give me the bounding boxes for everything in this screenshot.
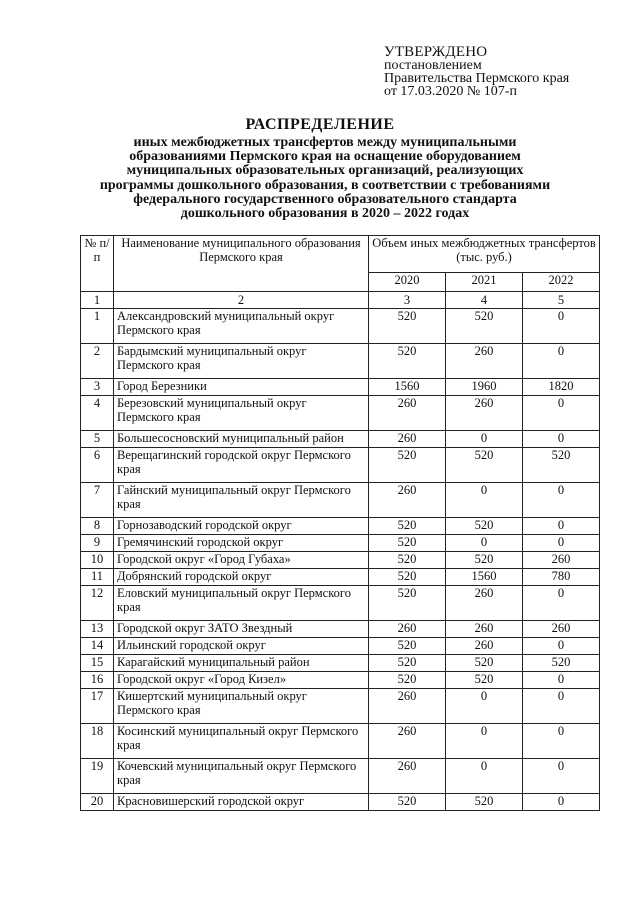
row-number: 13 [81,621,114,638]
value-2022: 0 [523,689,600,724]
table-row [81,552,600,569]
value-2021: 260 [446,586,523,621]
municipality-name: Кочевский муниципальный округ Пермского края [114,759,369,794]
value-2020: 520 [369,569,446,586]
value-2021: 520 [446,655,523,672]
value-2021: 520 [446,309,523,344]
value-2022: 0 [523,724,600,759]
value-2022: 260 [523,621,600,638]
row-number: 10 [81,552,114,569]
value-2022: 780 [523,569,600,586]
value-2021: 520 [446,448,523,483]
municipality-name: Город Березники [114,379,369,396]
value-2021: 260 [446,396,523,431]
value-2020: 520 [369,518,446,535]
subtitle-line: иных межбюджетных трансфертов между муниципальными [133,135,517,150]
municipality-name: Бардымский муниципальный округ Пермского края [114,344,369,379]
municipality-name: Гремячинский городской округ [114,535,369,552]
table-row [81,379,600,396]
value-2021: 0 [446,431,523,448]
value-2022: 0 [523,431,600,448]
value-2021: 0 [446,724,523,759]
value-2021: 1560 [446,569,523,586]
approval-date: от 17.03.2020 № 107-п [384,84,517,99]
value-2021: 1960 [446,379,523,396]
value-2022: 1820 [523,379,600,396]
row-number: 9 [81,535,114,552]
row-number: 1 [81,309,114,344]
value-2022: 520 [523,448,600,483]
municipality-name: Гайнский муниципальный округ Пермского края [114,483,369,518]
value-2020: 260 [369,724,446,759]
table-body [81,309,600,811]
header-number: № п/п [81,236,114,292]
table-row [81,569,600,586]
row-number: 12 [81,586,114,621]
table-row [81,309,600,344]
column-index: 4 [446,292,523,309]
value-2020: 520 [369,309,446,344]
approval-heading: УТВЕРЖДЕНО [384,44,488,60]
row-number: 4 [81,396,114,431]
value-2022: 260 [523,552,600,569]
municipality-name: Городской округ «Город Кизел» [114,672,369,689]
document-title: РАСПРЕДЕЛЕНИЕ [245,116,395,133]
municipality-name: Александровский муниципальный округ Пермского края [114,309,369,344]
header-municipality: Наименование муниципального образования Пермского края [114,236,369,292]
value-2022: 520 [523,655,600,672]
table-row [81,655,600,672]
municipality-name: Ильинский городской округ [114,638,369,655]
table-row [81,724,600,759]
value-2022: 0 [523,759,600,794]
municipality-name: Верещагинский городской округ Пермского края [114,448,369,483]
value-2021: 0 [446,689,523,724]
subtitle-line: образованиями Пермского края на оснащение оборудованием [129,149,521,165]
row-number: 14 [81,638,114,655]
column-index: 3 [369,292,446,309]
subtitle-line: дошкольного образования в 2020 – 2022 годах [180,206,470,222]
value-2022: 0 [523,794,600,811]
table-row [81,483,600,518]
row-number: 3 [81,379,114,396]
municipality-name: Карагайский муниципальный район [114,655,369,672]
value-2020: 260 [369,396,446,431]
value-2022: 0 [523,518,600,535]
value-2020: 520 [369,638,446,655]
municipality-name: Городской округ ЗАТО Звездный [114,621,369,638]
row-number: 16 [81,672,114,689]
municipality-name: Березовский муниципальный округ Пермского края [114,396,369,431]
row-number: 11 [81,569,114,586]
municipality-name: Городской округ «Город Губаха» [114,552,369,569]
row-number: 20 [81,794,114,811]
value-2020: 520 [369,672,446,689]
value-2020: 520 [369,794,446,811]
value-2020: 260 [369,689,446,724]
municipality-name: Красновишерский городской округ [114,794,369,811]
value-2021: 520 [446,672,523,689]
approval-line: постановлением [384,58,482,73]
value-2020: 1560 [369,379,446,396]
municipality-name: Добрянский городской округ [114,569,369,586]
municipality-name: Еловский муниципальный округ Пермского края [114,586,369,621]
value-2020: 520 [369,448,446,483]
value-2022: 0 [523,672,600,689]
table-row [81,638,600,655]
table-row [81,689,600,724]
municipality-name: Кишертский муниципальный округ Пермского края [114,689,369,724]
header-year-2020: 2020 [369,273,446,292]
header-year-2022: 2022 [523,273,600,292]
row-number: 5 [81,431,114,448]
table-row [81,672,600,689]
distribution-table [80,235,600,811]
value-2021: 260 [446,344,523,379]
value-2021: 260 [446,638,523,655]
row-number: 15 [81,655,114,672]
value-2021: 520 [446,518,523,535]
approval-stamp [384,46,634,98]
value-2021: 0 [446,759,523,794]
value-2021: 0 [446,483,523,518]
value-2020: 260 [369,431,446,448]
table-row [81,344,600,379]
column-index: 1 [81,292,114,309]
row-number: 2 [81,344,114,379]
subtitle-line: программы дошкольного образования, в соответствии с требованиями [99,177,551,193]
value-2020: 520 [369,535,446,552]
row-number: 18 [81,724,114,759]
value-2022: 0 [523,344,600,379]
subtitle-line: федерального государственного образовательного стандарта [133,191,517,207]
row-number: 17 [81,689,114,724]
approval-line: Правительства Пермского края [384,71,570,86]
value-2022: 0 [523,638,600,655]
header-year-2021: 2021 [446,273,523,292]
table-row [81,535,600,552]
row-number: 8 [81,518,114,535]
value-2021: 520 [446,552,523,569]
subtitle-line: муниципальных образовательных организаций, реализующих [126,163,524,179]
table-row [81,518,600,535]
document-subtitle [60,136,590,221]
municipality-name: Косинский муниципальный округ Пермского края [114,724,369,759]
value-2022: 0 [523,483,600,518]
row-number: 7 [81,483,114,518]
table-row [81,431,600,448]
table-row [81,621,600,638]
value-2020: 520 [369,655,446,672]
row-number: 6 [81,448,114,483]
table-row [81,396,600,431]
municipality-name: Горнозаводский городской округ [114,518,369,535]
value-2020: 520 [369,552,446,569]
table-row [81,794,600,811]
value-2021: 260 [446,621,523,638]
value-2020: 520 [369,586,446,621]
value-2022: 0 [523,586,600,621]
municipality-name: Большесосновский муниципальный район [114,431,369,448]
value-2020: 260 [369,483,446,518]
value-2020: 520 [369,344,446,379]
header-transfer-volume: Объем иных межбюджетных трансфертов (тыс. руб.) [369,236,600,273]
value-2022: 0 [523,396,600,431]
table-row [81,448,600,483]
value-2022: 0 [523,309,600,344]
table-row [81,586,600,621]
value-2022: 0 [523,535,600,552]
column-index: 2 [114,292,369,309]
row-number: 19 [81,759,114,794]
column-index: 5 [523,292,600,309]
value-2020: 260 [369,759,446,794]
value-2021: 520 [446,794,523,811]
value-2020: 260 [369,621,446,638]
table-row [81,759,600,794]
value-2021: 0 [446,535,523,552]
